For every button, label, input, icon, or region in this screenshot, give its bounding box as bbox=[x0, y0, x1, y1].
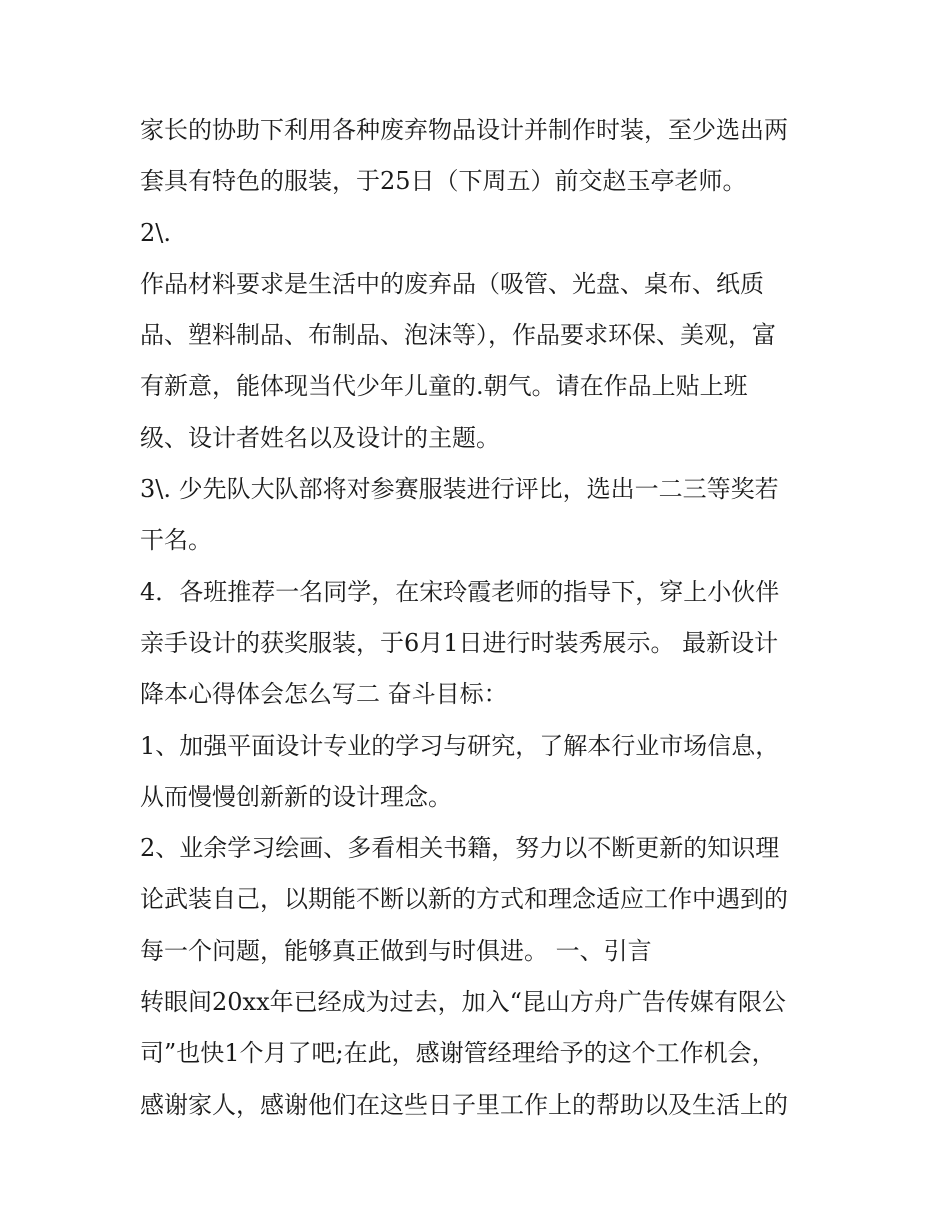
text-line: 套具有特色的服装，于25日（下周五）前交赵玉亭老师。 bbox=[140, 167, 747, 196]
text-line: 从而慢慢创新新的设计理念。 bbox=[140, 782, 452, 811]
text-line: 品、塑料制品、布制品、泡沫等），作品要求环保、美观，富 bbox=[140, 321, 776, 350]
text-line: 家长的协助下利用各种废弃物品设计并制作时装，至少选出两 bbox=[140, 116, 788, 144]
text-line: 3\. 少先队大队部将对参赛服装进行评比，选出一二三等奖若 bbox=[140, 475, 779, 504]
text-line: 亲手设计的获奖服装，于6月1日进行时装秀展示。 最新设计 bbox=[140, 628, 779, 657]
text-line: 感谢家人，感谢他们在这些日子里工作上的帮助以及生活上的 bbox=[140, 1090, 788, 1119]
text-line: 论武装自己，以期能不断以新的方式和理念适应工作中遇到的 bbox=[140, 885, 788, 914]
text-line: 转眼间20xx年已经成为过去，加入“昆山方舟广告传媒有限公 bbox=[140, 988, 786, 1017]
text-line: 2\. bbox=[140, 218, 171, 247]
text-line: 作品材料要求是生活中的废弃品（吸管、光盘、桌布、纸质 bbox=[140, 269, 764, 298]
text-line: 干名。 bbox=[140, 526, 212, 555]
text-line: 有新意，能体现当代少年儿童的.朝气。请在作品上贴上班 bbox=[140, 372, 748, 401]
text-line: 2、业余学习绘画、多看相关书籍，努力以不断更新的知识理 bbox=[140, 834, 780, 863]
text-line: 级、设计者姓名以及设计的主题。 bbox=[140, 423, 500, 452]
text-line: 4．各班推荐一名同学，在宋玲霞老师的指导下，穿上小伙伴 bbox=[140, 577, 780, 606]
text-line: 每一个问题，能够真正做到与时俱进。 一、引言 bbox=[140, 936, 652, 965]
text-line: 司”也快1个月了吧;在此，感谢管经理给予的这个工作机会， bbox=[140, 1039, 776, 1068]
document-body bbox=[140, 105, 820, 1131]
text-line: 1、加强平面设计专业的学习与研究，了解本行业市场信息， bbox=[140, 731, 780, 760]
text-line: 降本心得体会怎么写二 奋斗目标： bbox=[140, 680, 508, 709]
